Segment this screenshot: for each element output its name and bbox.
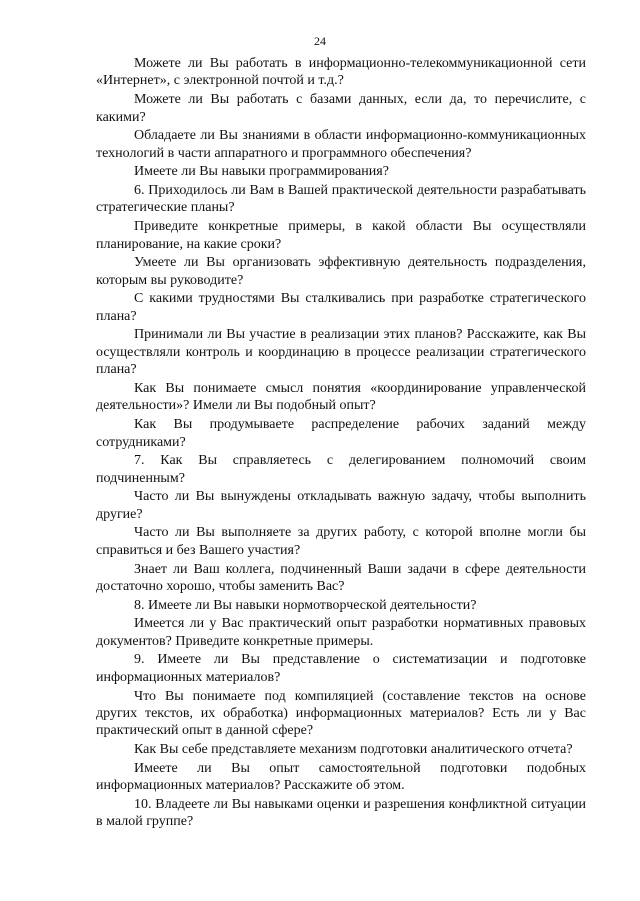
- paragraph: Имеете ли Вы навыки программирования?: [134, 164, 389, 180]
- paragraph: Как Вы себе представляете механизм подготовки аналитического отчета?: [134, 742, 573, 758]
- questionnaire-text: [96, 55, 586, 832]
- paragraph: Знает ли Ваш коллега, подчиненный Ваши задачи в сфере деятельности достаточно хорошо, чтобы заменить Вас?: [96, 561, 586, 594]
- paragraph: Что Вы понимаете под компиляцией (составление текстов на основе других текстов, их обработка) информационных материалов? Есть ли у Вас практический опыт в данной сфере?: [96, 688, 586, 739]
- paragraph: Часто ли Вы вынуждены откладывать важную задачу, чтобы выполнить другие?: [96, 489, 586, 522]
- paragraph: Часто ли Вы выполняете за других работу, с которой вполне могли бы справиться и без Вашего участия?: [96, 525, 586, 558]
- paragraph: Имеете ли Вы опыт самостоятельной подготовки подобных информационных материалов? Расскажите об этом.: [96, 760, 586, 794]
- paragraph: Обладаете ли Вы знаниями в области информационно-коммуникационных технологий в части аппаратного и программного обеспечения?: [96, 128, 586, 161]
- paragraph: Имеется ли у Вас практический опыт разработки нормативных правовых документов? Приведите конкретные примеры.: [96, 616, 586, 649]
- paragraph: С какими трудностями Вы сталкивались при разработке стратегического плана?: [96, 291, 586, 324]
- paragraph: Можете ли Вы работать с базами данных, если да, то перечислите, с какими?: [96, 92, 586, 125]
- paragraph: Умеете ли Вы организовать эффективную деятельность подразделения, которым вы руководите?: [96, 255, 586, 288]
- paragraph: Можете ли Вы работать в информационно-телекоммуникационной сети «Интернет», с электронной почтой и т.д.?: [96, 56, 586, 89]
- paragraph: 9. Имеете ли Вы представление о систематизации и подготовке информационных материалов?: [96, 652, 586, 685]
- paragraph: Приведите конкретные примеры, в какой области Вы осуществляли планирование, на какие сроки?: [96, 219, 586, 252]
- page-number: 24: [314, 34, 326, 48]
- paragraph: 8. Имеете ли Вы навыки нормотворческой деятельности?: [134, 597, 477, 613]
- paragraph: 10. Владеете ли Вы навыками оценки и разрешения конфликтной ситуации в малой группе?: [96, 796, 586, 830]
- paragraph: Принимали ли Вы участие в реализации этих планов? Расскажите, как Вы осуществляли контроль и координацию в процессе реализации стратегического плана?: [96, 327, 586, 378]
- paragraph: 6. Приходилось ли Вам в Вашей практической деятельности разрабатывать стратегические планы?: [96, 183, 586, 216]
- paragraph: Как Вы понимаете смысл понятия «координирование управленческой деятельности»? Имели ли Вы подобный опыт?: [96, 380, 586, 414]
- paragraph: Как Вы продумываете распределение рабочих заданий между сотрудниками?: [96, 417, 586, 450]
- paragraph: 7. Как Вы справляетесь с делегированием полномочий своим подчиненным?: [96, 453, 586, 486]
